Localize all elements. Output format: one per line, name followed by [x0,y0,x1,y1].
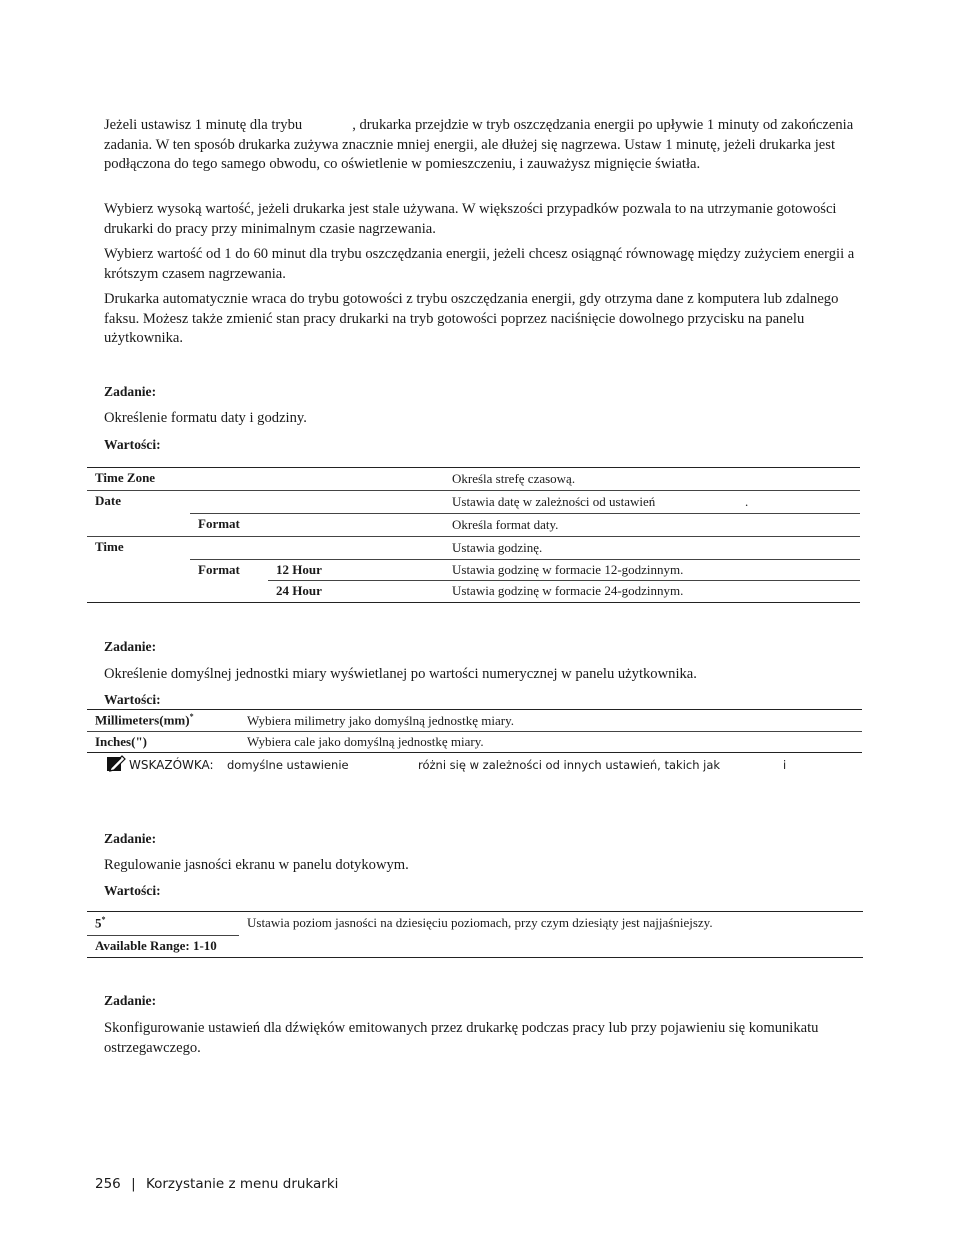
section1-task-heading: Zadanie: [104,384,157,399]
row-12-hour-label: 12 Hour [276,562,322,577]
page-footer [95,1176,338,1192]
section1-description: Określenie formatu daty i godziny. [104,410,307,426]
section3-values-heading: Wartości: [104,883,161,898]
row-millimeters-desc: Wybiera milimetry jako domyślną jednostkę miary. [247,713,514,728]
table-rule [190,559,860,560]
section2-description: Określenie domyślnej jednostki miary wyświetlanej po wartości numerycznej w panelu użytkownika. [104,666,697,682]
footer-separator: | [131,1176,136,1192]
row-time-format-label: Format [198,562,240,577]
intro-paragraph-4: Drukarka automatycznie wraca do trybu gotowości z trybu oszczędzania energii, gdy otrzyma dane z komputera lub zdalnego faksu. Możesz także zmienić stan pracy drukarki na tryb gotowości poprzez naciśnięcie dowolnego przycisku na panelu użytkownika. [104,291,839,346]
note-text-2: różni się w zależności od innych ustawień, takich jak [418,758,721,772]
row-millimeters-label-text: Millimeters(mm) [95,712,190,728]
section3-description: Regulowanie jasności ekranu w panelu dotykowym. [104,857,409,873]
row-time-zone-desc: Określa strefę czasową. [452,471,576,486]
row-millimeters-label [95,712,194,728]
table-rule [87,536,860,537]
intro-paragraph-1-start: Jeżeli ustawisz 1 minutę dla trybu [104,117,303,133]
note-label: WSKAZÓWKA: [129,758,214,772]
intro-paragraph-3: Wybierz wartość od 1 do 60 minut dla trybu oszczędzania energii, jeżeli chcesz osiągnąć równowagę między zużyciem energii a krótszym czasem nagrzewania. [104,246,855,282]
table-rule [268,580,860,581]
intro-paragraph-1-rest: , drukarka przejdzie w tryb oszczędzania energii po upływie 1 minuty od zakończenia zadania. W ten sposób drukarka zużywa znacznie mniej energii, ale dłużej się nagrzewa. Ustaw 1 minutę, jeżeli drukarka jest podłączona do tego samego obwodu, co oświetlenie w pomieszczeniu, i zauważysz mignięcie światła. [104,117,854,172]
note-icon [106,754,126,772]
footer-title: Korzystanie z menu drukarki [145,1176,339,1192]
row-five-desc: Ustawia poziom jasności na dziesięciu poziomach, przy czym dziesiąty jest najjaśniejszy. [247,915,713,930]
table-rule [87,602,860,603]
default-marker: * [189,712,194,721]
intro-paragraph-1 [104,116,864,175]
section4-description: Skonfigurowanie ustawień dla dźwięków emitowanych przez drukarkę podczas pracy lub przy pojawieniu się komunikatu ostrzegawczego. [104,1020,819,1056]
section3-task-heading: Zadanie: [104,831,157,846]
section4-task-heading: Zadanie: [104,993,157,1008]
table-rule [87,731,862,732]
table-rule [87,490,860,491]
table-rule [87,752,862,753]
row-time-label: Time [95,539,124,554]
table-rule [87,911,863,912]
table-rule [87,709,862,710]
row-date-label: Date [95,493,121,508]
row-24-hour-desc: Ustawia godzinę w formacie 24-godzinnym. [452,583,684,598]
section2-task-heading: Zadanie: [104,639,157,654]
default-marker: * [101,915,106,924]
row-24-hour-label: 24 Hour [276,583,322,598]
page-number: 256 [95,1176,121,1192]
table-rule [190,513,860,514]
row-12-hour-desc: Ustawia godzinę w formacie 12-godzinnym. [452,562,684,577]
row-time-zone-label: Time Zone [95,470,156,485]
note-text-1: domyślne ustawienie [227,758,349,772]
table-rule [87,957,863,958]
intro-paragraph-2: Wybierz wysoką wartość, jeżeli drukarka jest stale używana. W większości przypadków pozwala to na utrzymanie gotowości drukarki do pracy przy minimalnym czasie nagrzewania. [104,201,837,237]
table-rule [87,935,239,936]
row-time-desc: Ustawia godzinę. [452,540,543,555]
section2-values-heading: Wartości: [104,692,161,707]
row-inches-desc: Wybiera cale jako domyślną jednostkę miary. [247,734,484,749]
note-text-3: i [783,758,787,772]
row-five-label-text: 5 [95,915,102,931]
row-five-label [95,915,106,931]
row-date-format-desc: Określa format daty. [452,517,559,532]
row-inches-label: Inches(") [95,734,147,749]
row-date-format-label: Format [198,516,240,531]
section1-values-heading: Wartości: [104,437,161,452]
row-date-desc-end: . [745,494,749,509]
row-date-desc: Ustawia datę w zależności od ustawień [452,494,656,509]
row-range-label: Available Range: 1-10 [95,938,217,953]
table-rule [87,467,860,468]
